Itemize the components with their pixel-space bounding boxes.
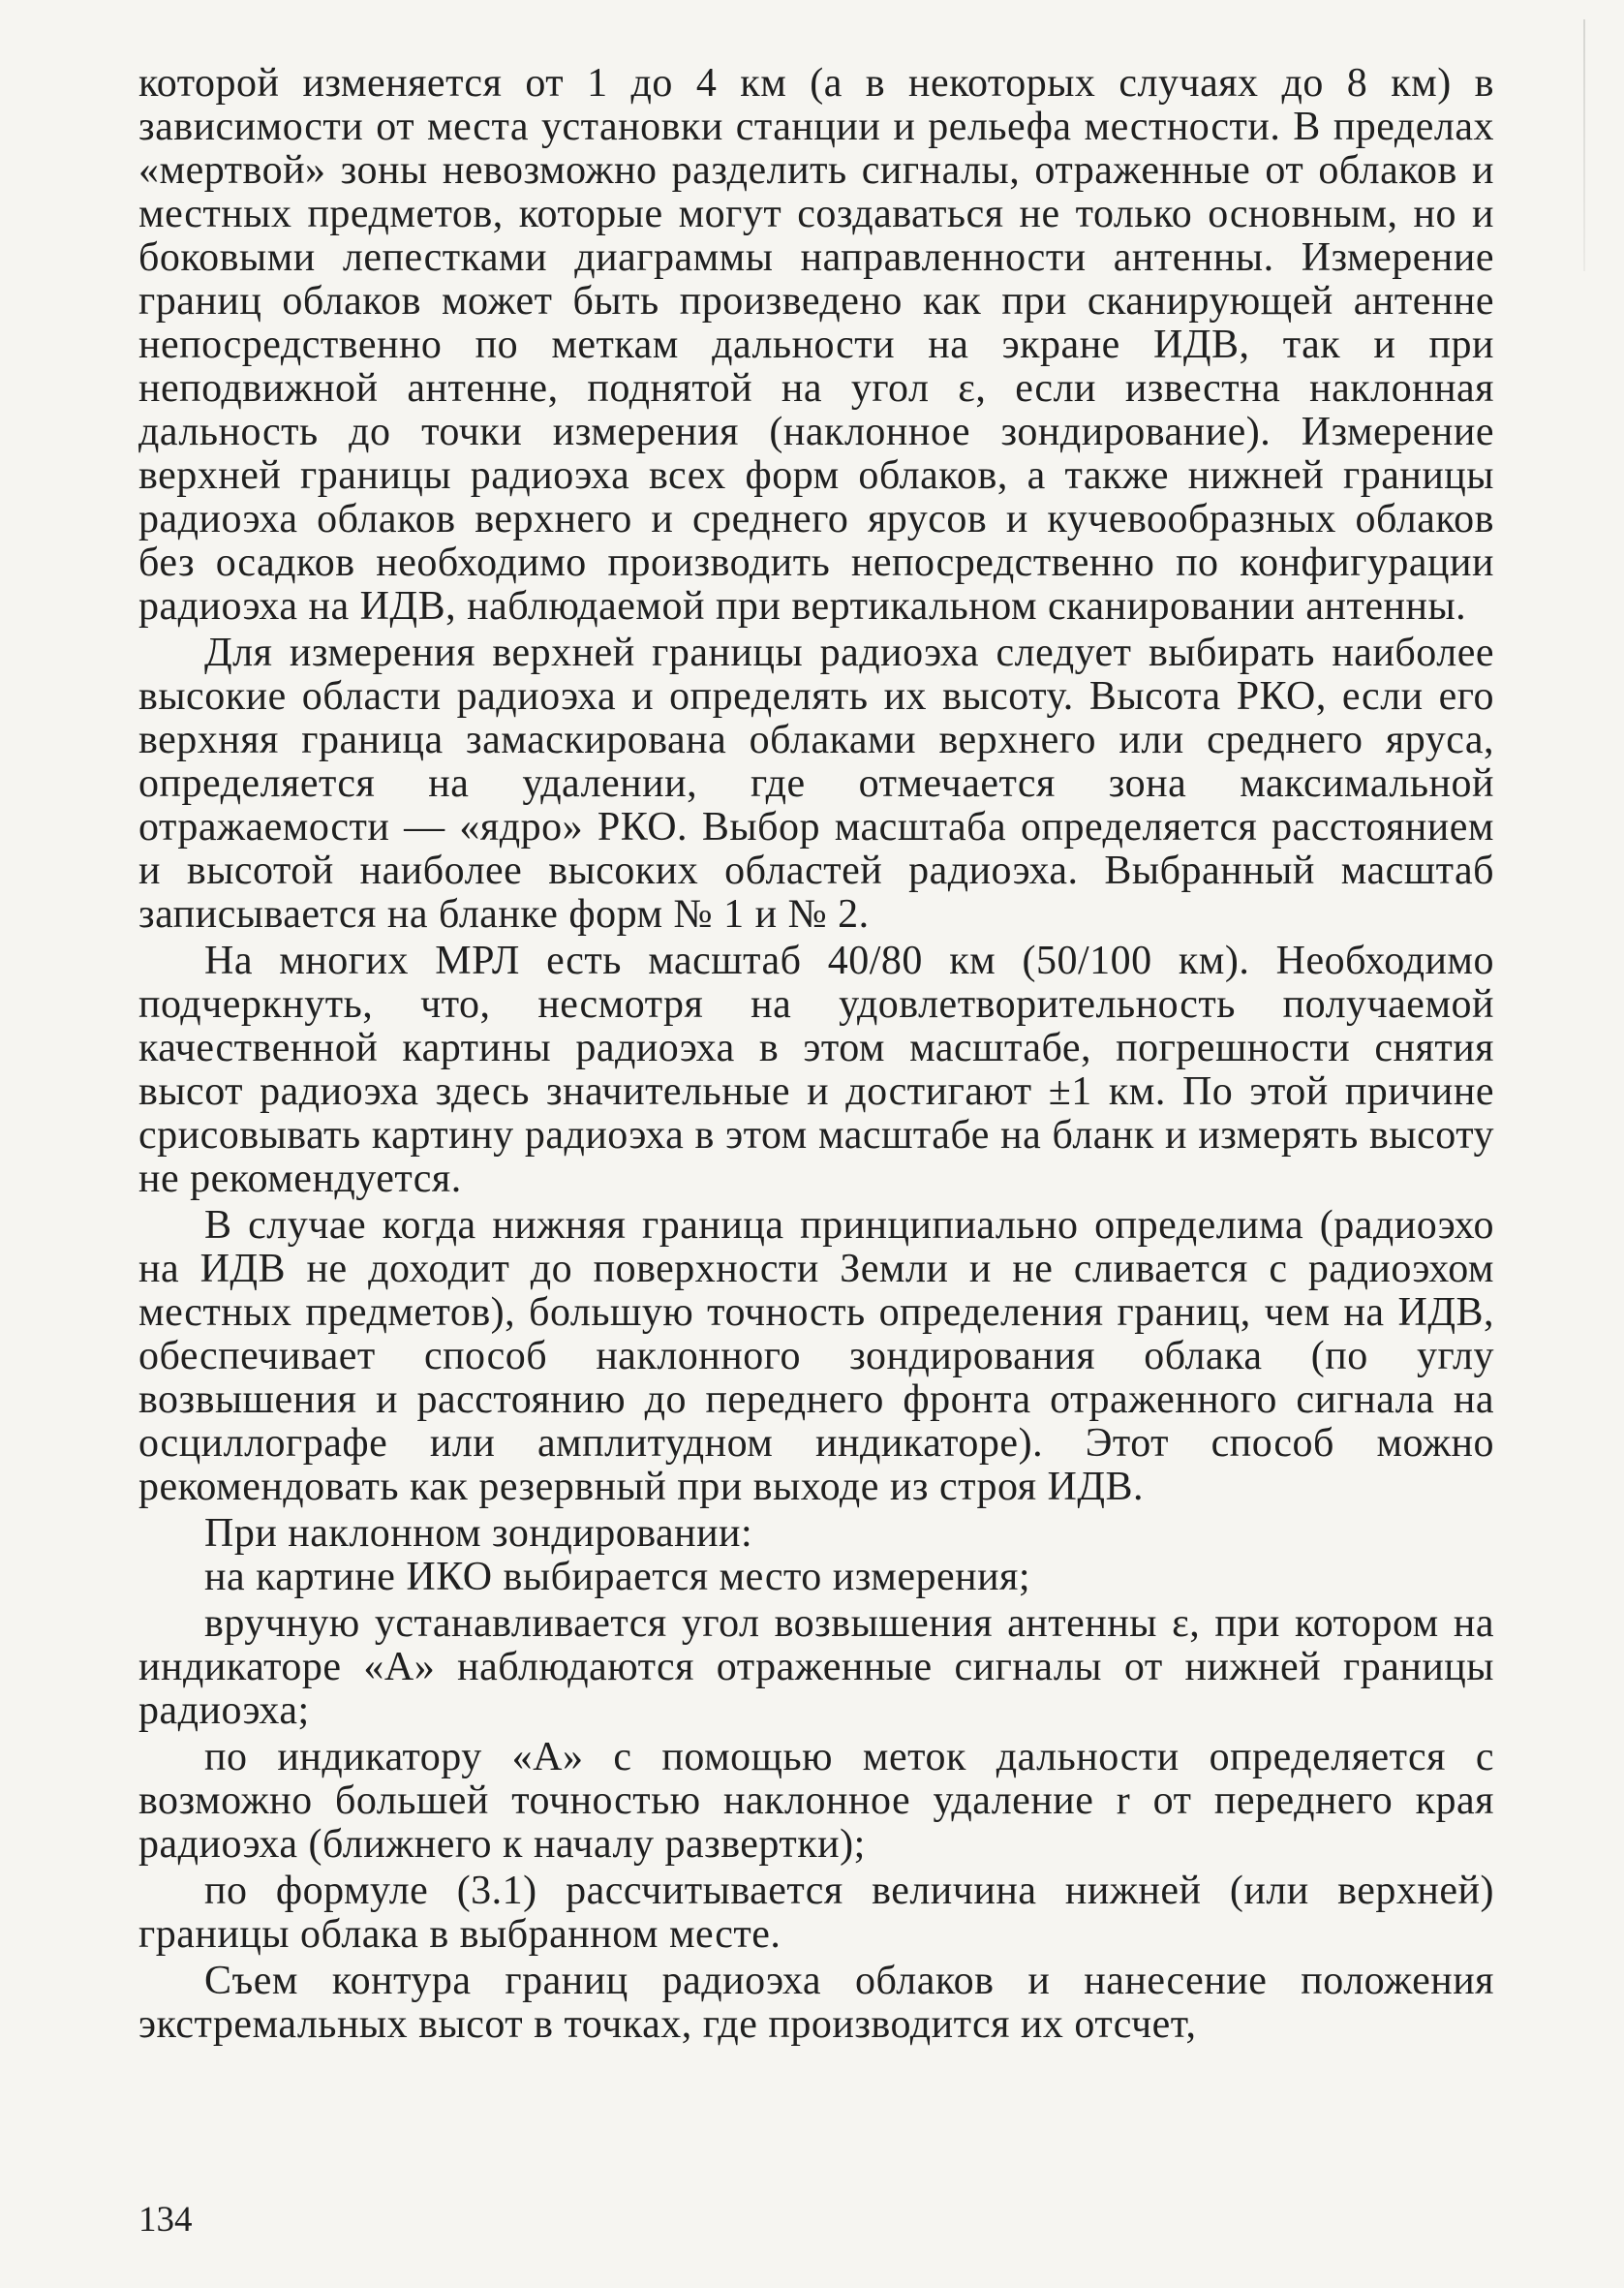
paragraph-1: которой изменяется от 1 до 4 км (а в некоторых случаях до 8 км) в зависимости от места установки станции и рельефа местности. В пределах «мертвой» зоны невозможно разделить сигналы, отраженные от облаков и местных предметов, которые могут создаваться не только основным, но и боковыми лепестками диаграммы направленности антенны. Измерение границ облаков может быть произведено как при сканирующей антенне непосредственно по меткам дальности на экране ИДВ, так и при неподвижной антенне, поднятой на угол ε, если известна наклонная дальность до точки измерения (наклонное зондирование). Измерение верхней границы радиоэха всех форм облаков, а также нижней границы радиоэха облаков верхнего и среднего ярусов и кучевообразных облаков без осадков необходимо производить непосредственно по конфигурации радиоэха на ИДВ, наблюдаемой при вертикальном сканировании антенны. xyxy=(138,61,1494,629)
paragraph-3: На многих МРЛ есть масштаб 40/80 км (50/100 км). Необходимо подчеркнуть, что, несмотря на удовлетворительность получаемой качественной картины радиоэха в этом масштабе, погрешности снятия высот радиоэха здесь значительные и достигают ±1 км. По этой причине срисовывать картину радиоэха в этом масштабе на бланк и измерять высоту не рекомендуется. xyxy=(138,939,1494,1201)
paragraph-7: вручную устанавливается угол возвышения антенны ε, при котором на индикаторе «А» наблюдаются отраженные сигналы от нижней границы радиоэха; xyxy=(138,1601,1494,1733)
paragraph-6: на картине ИКО выбирается место измерения; xyxy=(204,1555,1031,1599)
paragraph-5: При наклонном зондировании: xyxy=(204,1511,753,1556)
paragraph-8: по индикатору «А» с помощью меток дальности определяется с возможно большей точностью наклонное удаление r от переднего края радиоэха (ближнего к началу развертки); xyxy=(138,1735,1494,1867)
paragraph-10: Съем контура границ радиоэха облаков и нанесение положения экстремальных высот в точках, где производится их отсчет, xyxy=(138,1959,1494,2047)
paragraph-2: Для измерения верхней границы радиоэха следует выбирать наиболее высокие области радиоэха и определять их высоту. Высота РКО, если его верхняя граница замаскирована облаками верхнего или среднего яруса, определяется на удалении, где отмечается зона максимальной отражаемости — «ядро» РКО. Выбор масштаба определяется расстоянием и высотой наиболее высоких областей радиоэха. Выбранный масштаб записывается на бланке форм № 1 и № 2. xyxy=(138,631,1494,937)
paragraph-4: В случае когда нижняя граница принципиально определима (радиоэхо на ИДВ не доходит до поверхности Земли и не сливается с радиоэхом местных предметов), большую точность определения границ, чем на ИДВ, обеспечивает способ наклонного зондирования облака (по углу возвышения и расстоянию до переднего фронта отраженного сигнала на осциллографе или амплитудном индикаторе). Этот способ можно рекомендовать как резервный при выходе из строя ИДВ. xyxy=(138,1203,1494,1509)
scan-edge-artifact xyxy=(1583,19,1585,271)
paragraph-9: по формуле (3.1) рассчитывается величина нижней (или верхней) границы облака в выбранном месте. xyxy=(138,1869,1494,1957)
page-number: 134 xyxy=(138,2200,193,2240)
body-text xyxy=(138,62,1494,2047)
